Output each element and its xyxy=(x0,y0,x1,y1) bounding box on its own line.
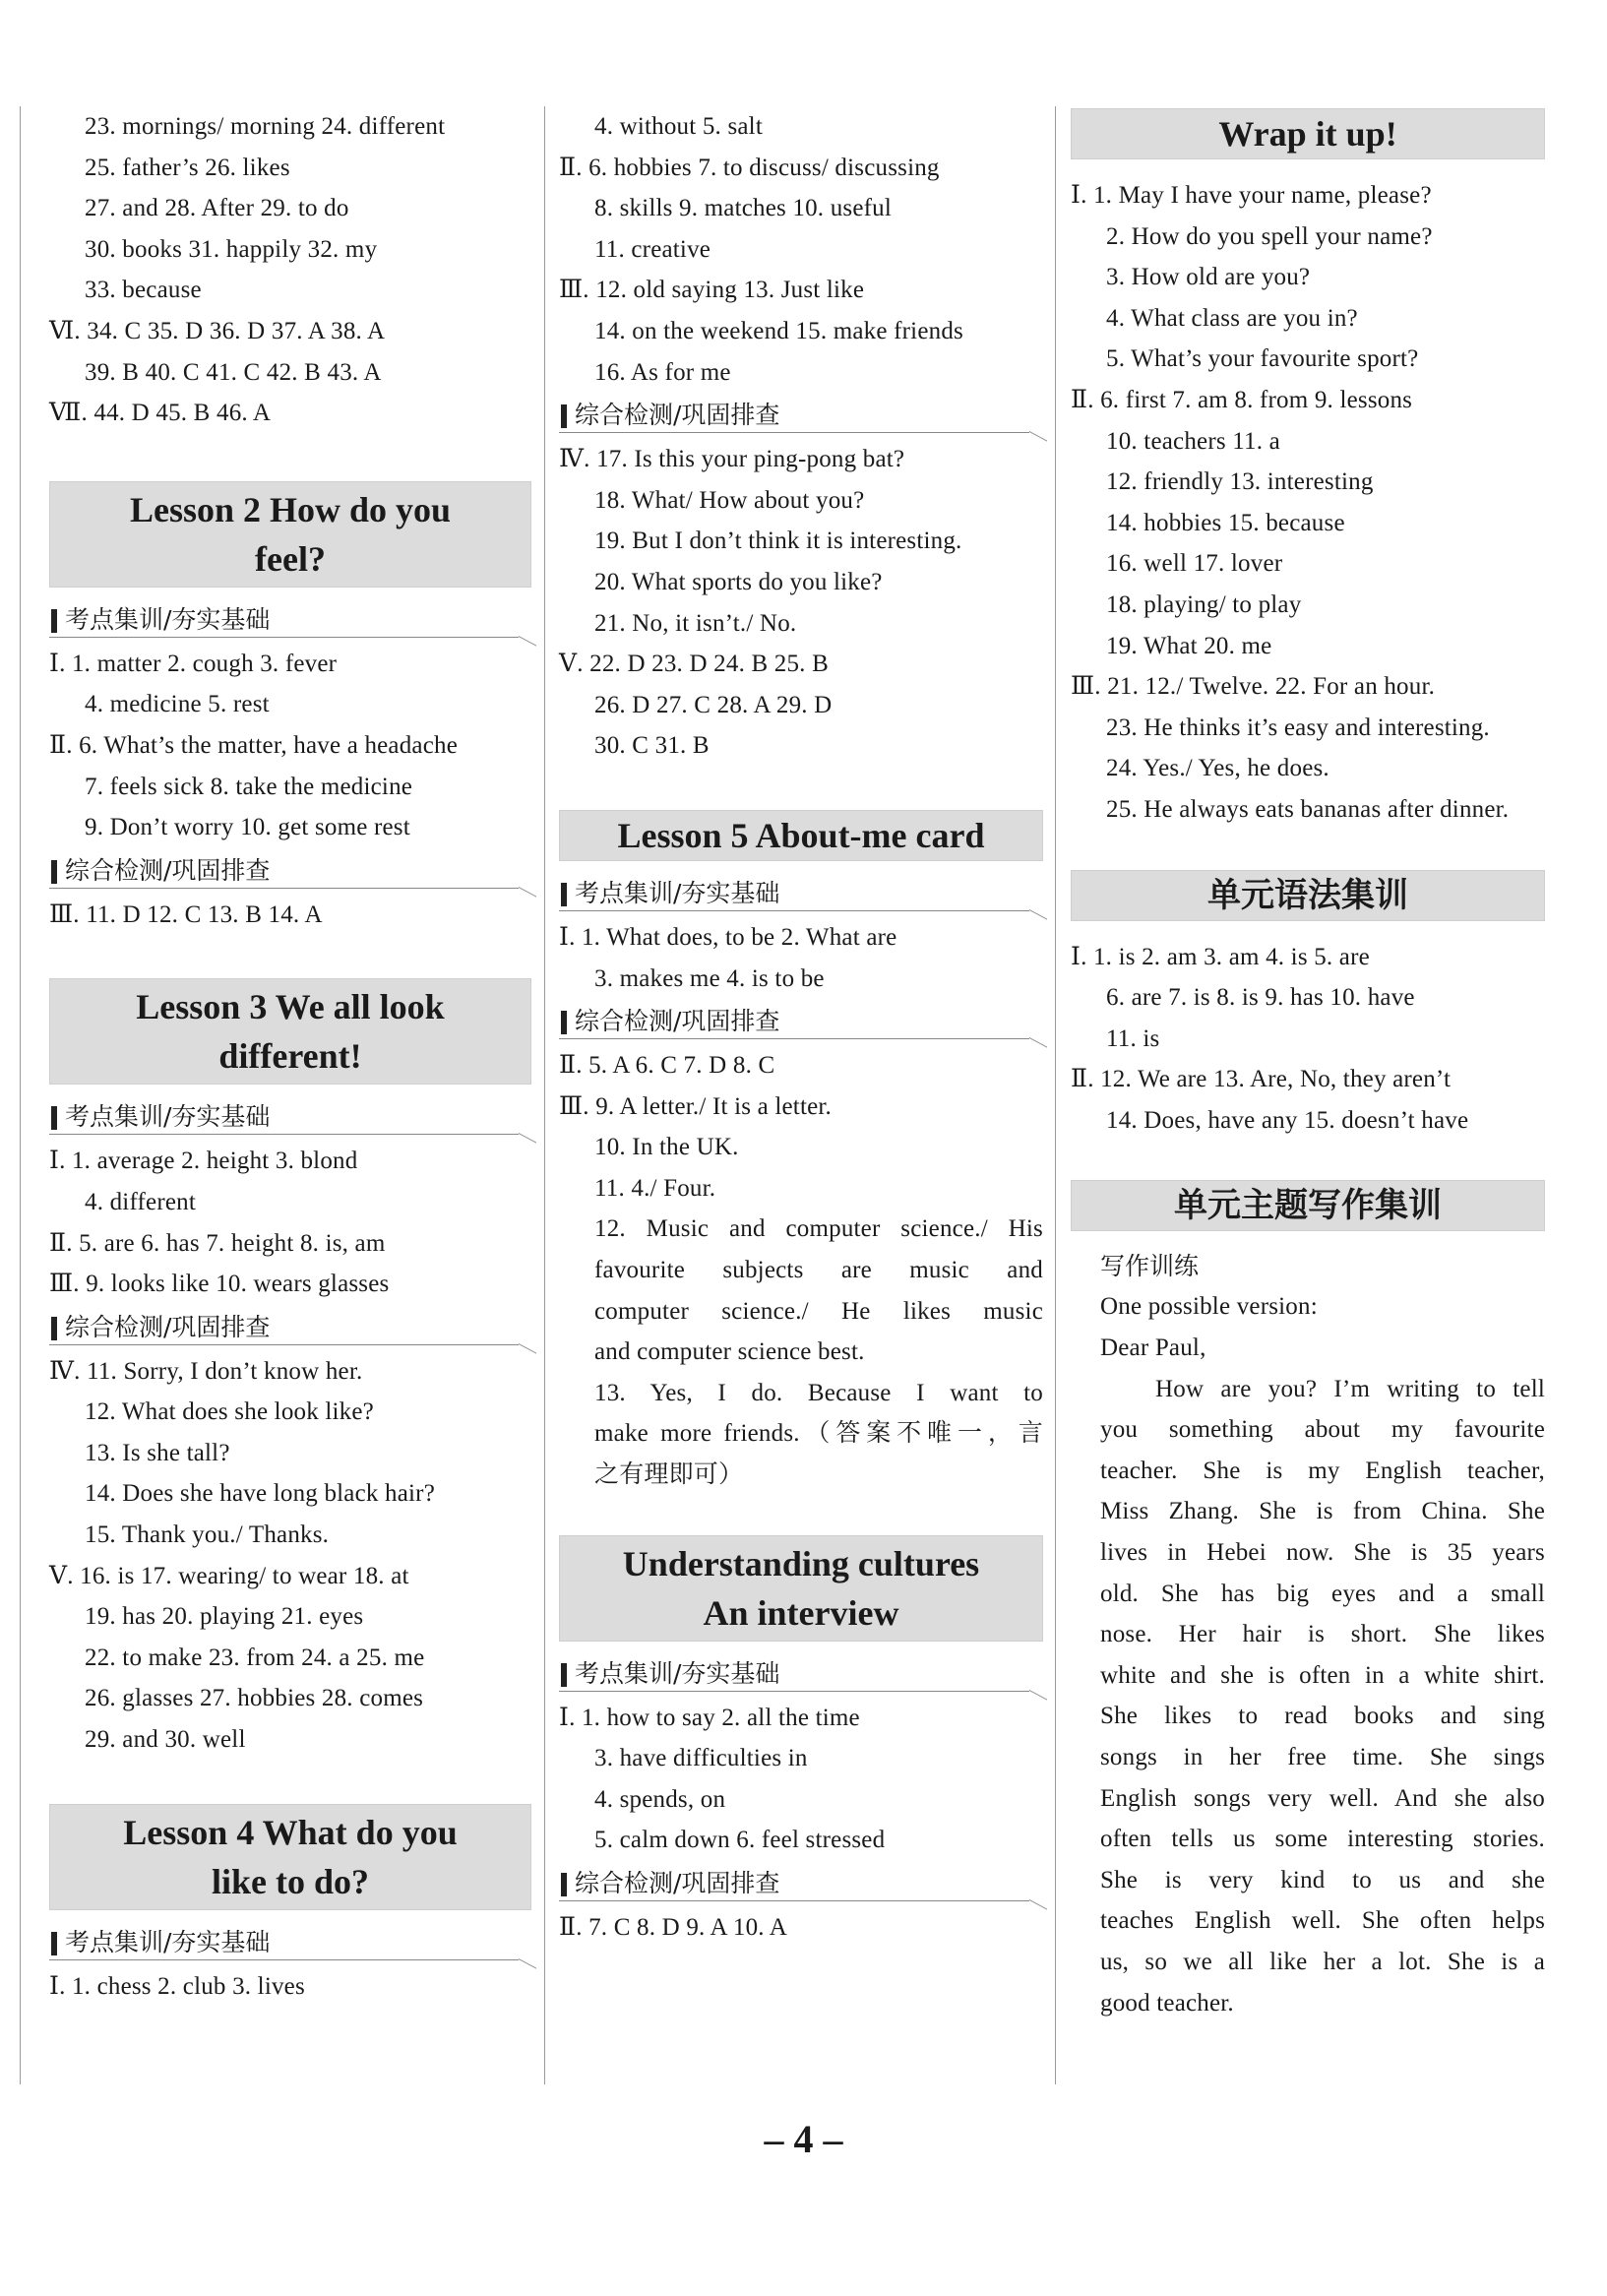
answer-line: 9. Don’t worry 10. get some rest xyxy=(85,814,410,841)
lesson-title-line: feel? xyxy=(255,538,326,579)
answer-line: Ⅳ. 17. Is this your ping-pong bat? xyxy=(559,446,905,473)
answer-line: 12. Music and computer science./ His xyxy=(594,1215,1043,1243)
answer-line: Ⅱ. 6. What’s the matter, have a headache xyxy=(49,731,459,759)
grammar-section-title: 单元语法集训 xyxy=(1071,870,1545,921)
answer-line: 4. spends, on xyxy=(594,1785,726,1813)
answer-line: 5. What’s your favourite sport? xyxy=(1106,345,1419,373)
section-header: 综合检测/巩固排查 xyxy=(559,399,1029,433)
answer-line: Ⅲ. 11. D 12. C 13. B 14. A xyxy=(49,900,323,928)
column-1 xyxy=(49,106,531,2007)
answer-line: 26. glasses 27. hobbies 28. comes xyxy=(85,1685,424,1712)
section-header: 考点集训/夯实基础 xyxy=(559,877,1029,911)
writing-line: often tells us some interesting stories. xyxy=(1100,1826,1545,1853)
column-divider-left xyxy=(20,106,21,2084)
answer-line: Ⅲ. 9. A letter./ It is a letter. xyxy=(559,1092,832,1120)
answer-line: 22. to make 23. from 24. a 25. me xyxy=(85,1644,425,1671)
answer-line: Ⅲ. 21. 12./ Twelve. 22. For an hour. xyxy=(1071,673,1436,701)
section-header: 考点集训/夯实基础 xyxy=(559,1657,1029,1692)
section-header: 考点集训/夯实基础 xyxy=(49,1100,519,1135)
answer-line: 14. Does she have long black hair? xyxy=(85,1480,435,1508)
answer-line: 18. playing/ to play xyxy=(1106,590,1302,618)
lesson-title-line: Lesson 3 We all look xyxy=(136,987,445,1027)
answer-line: Ⅱ. 7. C 8. D 9. A 10. A xyxy=(559,1914,788,1941)
answer-line: Ⅱ. 5. are 6. has 7. height 8. is, am xyxy=(49,1229,386,1257)
writing-line: lives in Hebei now. She is 35 years xyxy=(1100,1539,1545,1567)
answer-line: 21. No, it isn’t./ No. xyxy=(594,609,797,637)
column-3 xyxy=(1071,106,1545,2023)
answer-line: Ⅱ. 5. A 6. C 7. D 8. C xyxy=(559,1052,775,1080)
answer-line: Ⅱ. 6. hobbies 7. to discuss/ discussing xyxy=(559,154,940,181)
writing-line: good teacher. xyxy=(1100,1989,1234,2017)
answer-line: 4. What class are you in? xyxy=(1106,304,1358,332)
writing-line: She is very kind to us and she xyxy=(1100,1866,1545,1893)
answer-line: 26. D 27. C 28. A 29. D xyxy=(594,691,833,718)
writing-greeting: Dear Paul, xyxy=(1100,1334,1206,1362)
answer-line: computer science./ He likes music xyxy=(594,1297,1043,1325)
answer-line: 39. B 40. C 41. C 42. B 43. A xyxy=(85,358,382,386)
answer-line: 7. feels sick 8. take the medicine xyxy=(85,773,413,800)
answer-line: Ⅳ. 11. Sorry, I don’t know her. xyxy=(49,1357,363,1385)
writing-intro: One possible version: xyxy=(1100,1293,1318,1321)
answer-line: 10. teachers 11. a xyxy=(1106,427,1280,455)
writing-section-title: 单元主题写作集训 xyxy=(1071,1180,1545,1231)
answer-line: 14. on the weekend 15. make friends xyxy=(594,317,963,344)
lesson-3-title xyxy=(49,978,531,1085)
section-header: 综合检测/巩固排查 xyxy=(49,1311,519,1345)
answer-line: 4. different xyxy=(85,1188,197,1215)
answer-line: 13. Yes, I do. Because I want to xyxy=(594,1379,1043,1406)
answer-line: Ⅲ. 12. old saying 13. Just like xyxy=(559,277,865,304)
writing-line: teaches English well. She often helps xyxy=(1100,1907,1545,1935)
answer-line: 2. How do you spell your name? xyxy=(1106,222,1433,250)
writing-line: teacher. She is my English teacher, xyxy=(1100,1457,1545,1484)
answer-line: 16. As for me xyxy=(594,358,731,386)
answer-line: 12. friendly 13. interesting xyxy=(1106,468,1374,496)
writing-line: Miss Zhang. She is from China. She xyxy=(1100,1498,1545,1525)
answer-line: 20. What sports do you like? xyxy=(594,568,883,595)
writing-label: 写作训练 xyxy=(1100,1252,1200,1281)
answer-line: 33. because xyxy=(85,277,202,304)
writing-line: She likes to read books and sing xyxy=(1100,1703,1545,1730)
answer-line: 24. Yes./ Yes, he does. xyxy=(1106,755,1329,782)
answer-line: Ⅲ. 9. looks like 10. wears glasses xyxy=(49,1271,390,1298)
writing-line: songs in her free time. She sings xyxy=(1100,1744,1545,1770)
answer-line: 19. has 20. playing 21. eyes xyxy=(85,1603,364,1631)
answer-line: 12. What does she look like? xyxy=(85,1398,374,1426)
answer-line: Ⅰ. 1. What does, to be 2. What are xyxy=(559,923,897,951)
answer-line: Ⅴ. 16. is 17. wearing/ to wear 18. at xyxy=(49,1562,409,1589)
understanding-cultures-title xyxy=(559,1535,1043,1642)
answer-line: Ⅰ. 1. matter 2. cough 3. fever xyxy=(49,650,338,677)
answer-line: 5. calm down 6. feel stressed xyxy=(594,1827,886,1854)
answer-line: 11. creative xyxy=(594,235,711,263)
lesson-title-line: An interview xyxy=(703,1592,899,1633)
answer-line: 10. In the UK. xyxy=(594,1134,739,1161)
answer-line: make more friends.（答案不唯一，言 xyxy=(594,1420,1043,1448)
answer-line: 4. without 5. salt xyxy=(594,113,763,140)
answer-line: Ⅰ. 1. is 2. am 3. am 4. is 5. are xyxy=(1071,943,1370,970)
page-number: – 4 – xyxy=(764,2117,843,2161)
answer-line: 11. is xyxy=(1106,1024,1160,1052)
writing-line: us, so we all like her a lot. She is a xyxy=(1100,1948,1545,1975)
writing-sample xyxy=(1071,1286,1545,2023)
answer-line: Ⅰ. 1. May I have your name, please? xyxy=(1071,182,1432,209)
answer-line: 之有理即可） xyxy=(594,1461,744,1489)
answer-line: 14. Does, have any 15. doesn’t have xyxy=(1106,1106,1469,1134)
answer-line: Ⅰ. 1. chess 2. club 3. lives xyxy=(49,1972,305,2000)
writing-line: nose. Her hair is short. She likes xyxy=(1100,1621,1545,1648)
answer-line: 19. But I don’t think it is interesting. xyxy=(594,527,962,555)
answer-line: 15. Thank you./ Thanks. xyxy=(85,1521,330,1549)
section-header: 综合检测/巩固排查 xyxy=(49,854,519,889)
lesson-2-title xyxy=(49,481,531,588)
answer-line: 30. books 31. happily 32. my xyxy=(85,235,378,263)
answer-line: Ⅴ. 22. D 23. D 24. B 25. B xyxy=(559,651,829,678)
answer-line: 3. How old are you? xyxy=(1106,264,1311,291)
answer-line: 25. He always eats bananas after dinner. xyxy=(1106,795,1510,823)
answer-line: 6. are 7. is 8. is 9. has 10. have xyxy=(1106,984,1415,1012)
answer-line: 25. father’s 26. likes xyxy=(85,154,290,181)
answer-line: 16. well 17. lover xyxy=(1106,550,1283,578)
answer-line: Ⅱ. 12. We are 13. Are, No, they aren’t xyxy=(1071,1066,1452,1093)
writing-line: English songs very well. And she also xyxy=(1100,1784,1545,1812)
answer-line: 3. have difficulties in xyxy=(594,1745,808,1772)
answer-line: favourite subjects are music and xyxy=(594,1257,1043,1284)
answer-line: 29. and 30. well xyxy=(85,1726,246,1754)
column-divider-middle xyxy=(544,106,545,2084)
answer-line: 14. hobbies 15. because xyxy=(1106,509,1345,536)
writing-line: white and she is often in a white shirt. xyxy=(1100,1661,1545,1689)
section-header: 综合检测/巩固排查 xyxy=(559,1867,1029,1901)
wrap-it-up-title: Wrap it up! xyxy=(1071,108,1545,159)
lesson-title-line: Understanding cultures xyxy=(622,1543,980,1583)
lesson-4-title xyxy=(49,1804,531,1910)
lesson-title-line: Lesson 4 What do you xyxy=(123,1812,458,1852)
column-2 xyxy=(559,106,1043,1949)
lesson-title-line: Lesson 2 How do you xyxy=(129,489,452,529)
lesson-title-line: different! xyxy=(218,1036,362,1077)
answer-line: Ⅰ. 1. average 2. height 3. blond xyxy=(49,1148,358,1175)
lesson-title-line: like to do? xyxy=(211,1861,369,1901)
section-header: 考点集训/夯实基础 xyxy=(49,603,519,638)
writing-line: you something about my favourite xyxy=(1100,1416,1545,1444)
answer-line: 30. C 31. B xyxy=(594,732,710,760)
lesson-5-title: Lesson 5 About-me card xyxy=(559,810,1043,861)
answer-line: 8. skills 9. matches 10. useful xyxy=(594,195,893,222)
answer-line: 4. medicine 5. rest xyxy=(85,691,270,718)
answer-line: Ⅱ. 6. first 7. am 8. from 9. lessons xyxy=(1071,386,1413,413)
answer-line: 19. What 20. me xyxy=(1106,632,1272,659)
answer-line: Ⅵ. 34. C 35. D 36. D 37. A 38. A xyxy=(49,317,386,344)
writing-line: old. She has big eyes and a small xyxy=(1100,1580,1545,1607)
answer-line: 18. What/ How about you? xyxy=(594,486,865,514)
writing-line: How are you? I’m writing to tell xyxy=(1155,1375,1545,1402)
section-header: 综合检测/巩固排查 xyxy=(559,1005,1029,1039)
answer-line: Ⅶ. 44. D 45. B 46. A xyxy=(49,400,272,427)
answer-line: 27. and 28. After 29. to do xyxy=(85,195,349,222)
section-header: 考点集训/夯实基础 xyxy=(49,1926,519,1960)
answer-line: 13. Is she tall? xyxy=(85,1439,230,1466)
answer-line: 3. makes me 4. is to be xyxy=(594,964,825,992)
answer-line: Ⅰ. 1. how to say 2. all the time xyxy=(559,1704,860,1731)
answer-line: 23. He thinks it’s easy and interesting. xyxy=(1106,714,1490,741)
answer-line: 11. 4./ Four. xyxy=(594,1174,716,1202)
answer-block-q12 xyxy=(559,1209,1043,1495)
answer-line: 23. mornings/ morning 24. different xyxy=(85,113,446,140)
answer-line: and computer science best. xyxy=(594,1338,865,1366)
column-divider-right xyxy=(1055,106,1056,2084)
